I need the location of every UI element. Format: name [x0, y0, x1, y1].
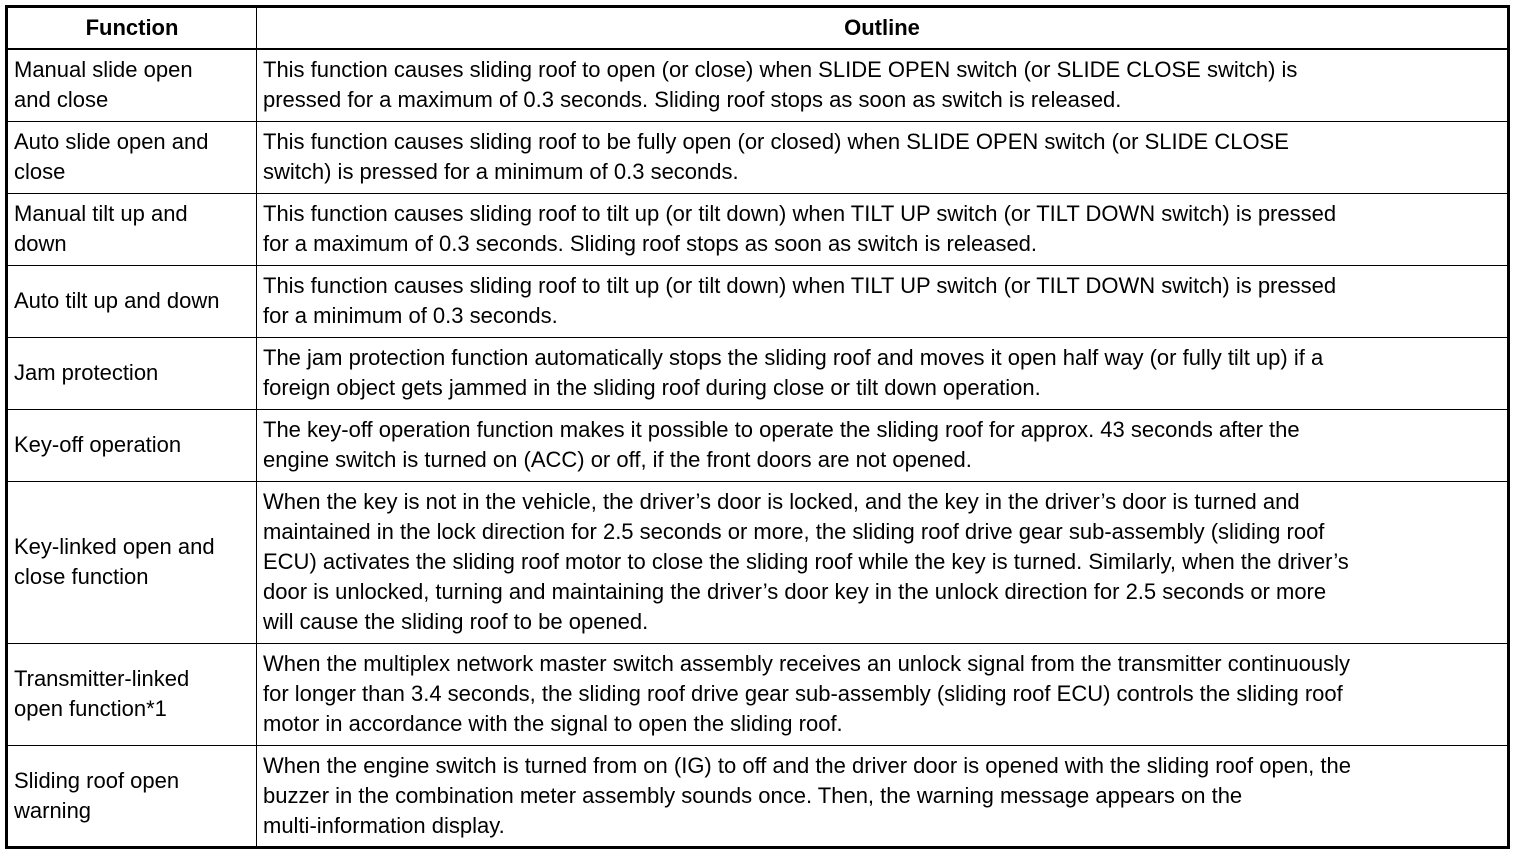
table-row	[7, 49, 1509, 121]
outline-cell: When the engine switch is turned from on (IG) to off and the driver door is opened with the sliding roof open, the buzzer in the combination meter assembly sounds once. Then, the warning message appears on the multi-information display.	[257, 745, 1509, 847]
table-row	[7, 643, 1509, 745]
outline-cell: When the key is not in the vehicle, the driver’s door is locked, and the key in the driver’s door is turned and maintained in the lock direction for 2.5 seconds or more, the sliding roof drive gear sub-assembly (sliding roof ECU) activates the sliding roof motor to close the sliding roof while the key is turned. Similarly, when the driver’s door is unlocked, turning and maintaining the driver’s door key in the unlock direction for 2.5 seconds or more will cause the sliding roof to be opened.	[257, 481, 1509, 643]
function-cell: Key-linked open and close function	[7, 481, 257, 643]
outline-cell: This function causes sliding roof to be fully open (or closed) when SLIDE OPEN switch (or SLIDE CLOSE switch) is pressed for a minimum of 0.3 seconds.	[257, 121, 1509, 193]
function-cell: Sliding roof open warning	[7, 745, 257, 847]
function-cell: Transmitter-linked open function*1	[7, 643, 257, 745]
table-row	[7, 337, 1509, 409]
table-body	[7, 49, 1509, 847]
outline-cell: This function causes sliding roof to tilt up (or tilt down) when TILT UP switch (or TILT DOWN switch) is pressed for a minimum of 0.3 seconds.	[257, 265, 1509, 337]
outline-cell: The key-off operation function makes it possible to operate the sliding roof for approx. 43 seconds after the engine switch is turned on (ACC) or off, if the front doors are not opened.	[257, 409, 1509, 481]
table-row	[7, 193, 1509, 265]
function-cell: Manual slide open and close	[7, 49, 257, 121]
table-header	[7, 7, 1509, 50]
table-row	[7, 481, 1509, 643]
table-row	[7, 121, 1509, 193]
header-row	[7, 7, 1509, 50]
function-cell: Auto slide open and close	[7, 121, 257, 193]
outline-cell: This function causes sliding roof to open (or close) when SLIDE OPEN switch (or SLIDE CLOSE switch) is pressed for a maximum of 0.3 seconds. Sliding roof stops as soon as switch is released.	[257, 49, 1509, 121]
header-outline: Outline	[257, 7, 1509, 50]
function-outline-table	[5, 5, 1510, 849]
outline-cell: This function causes sliding roof to tilt up (or tilt down) when TILT UP switch (or TILT DOWN switch) is pressed for a maximum of 0.3 seconds. Sliding roof stops as soon as switch is released.	[257, 193, 1509, 265]
function-cell: Jam protection	[7, 337, 257, 409]
outline-cell: When the multiplex network master switch assembly receives an unlock signal from the transmitter continuously for longer than 3.4 seconds, the sliding roof drive gear sub-assembly (sliding roof ECU) controls the sliding roof motor in accordance with the signal to open the sliding roof.	[257, 643, 1509, 745]
table-row	[7, 409, 1509, 481]
outline-cell: The jam protection function automatically stops the sliding roof and moves it open half way (or fully tilt up) if a foreign object gets jammed in the sliding roof during close or tilt down operation.	[257, 337, 1509, 409]
function-cell: Key-off operation	[7, 409, 257, 481]
function-cell: Manual tilt up and down	[7, 193, 257, 265]
function-cell: Auto tilt up and down	[7, 265, 257, 337]
table-row	[7, 265, 1509, 337]
header-function: Function	[7, 7, 257, 50]
table-row	[7, 745, 1509, 847]
